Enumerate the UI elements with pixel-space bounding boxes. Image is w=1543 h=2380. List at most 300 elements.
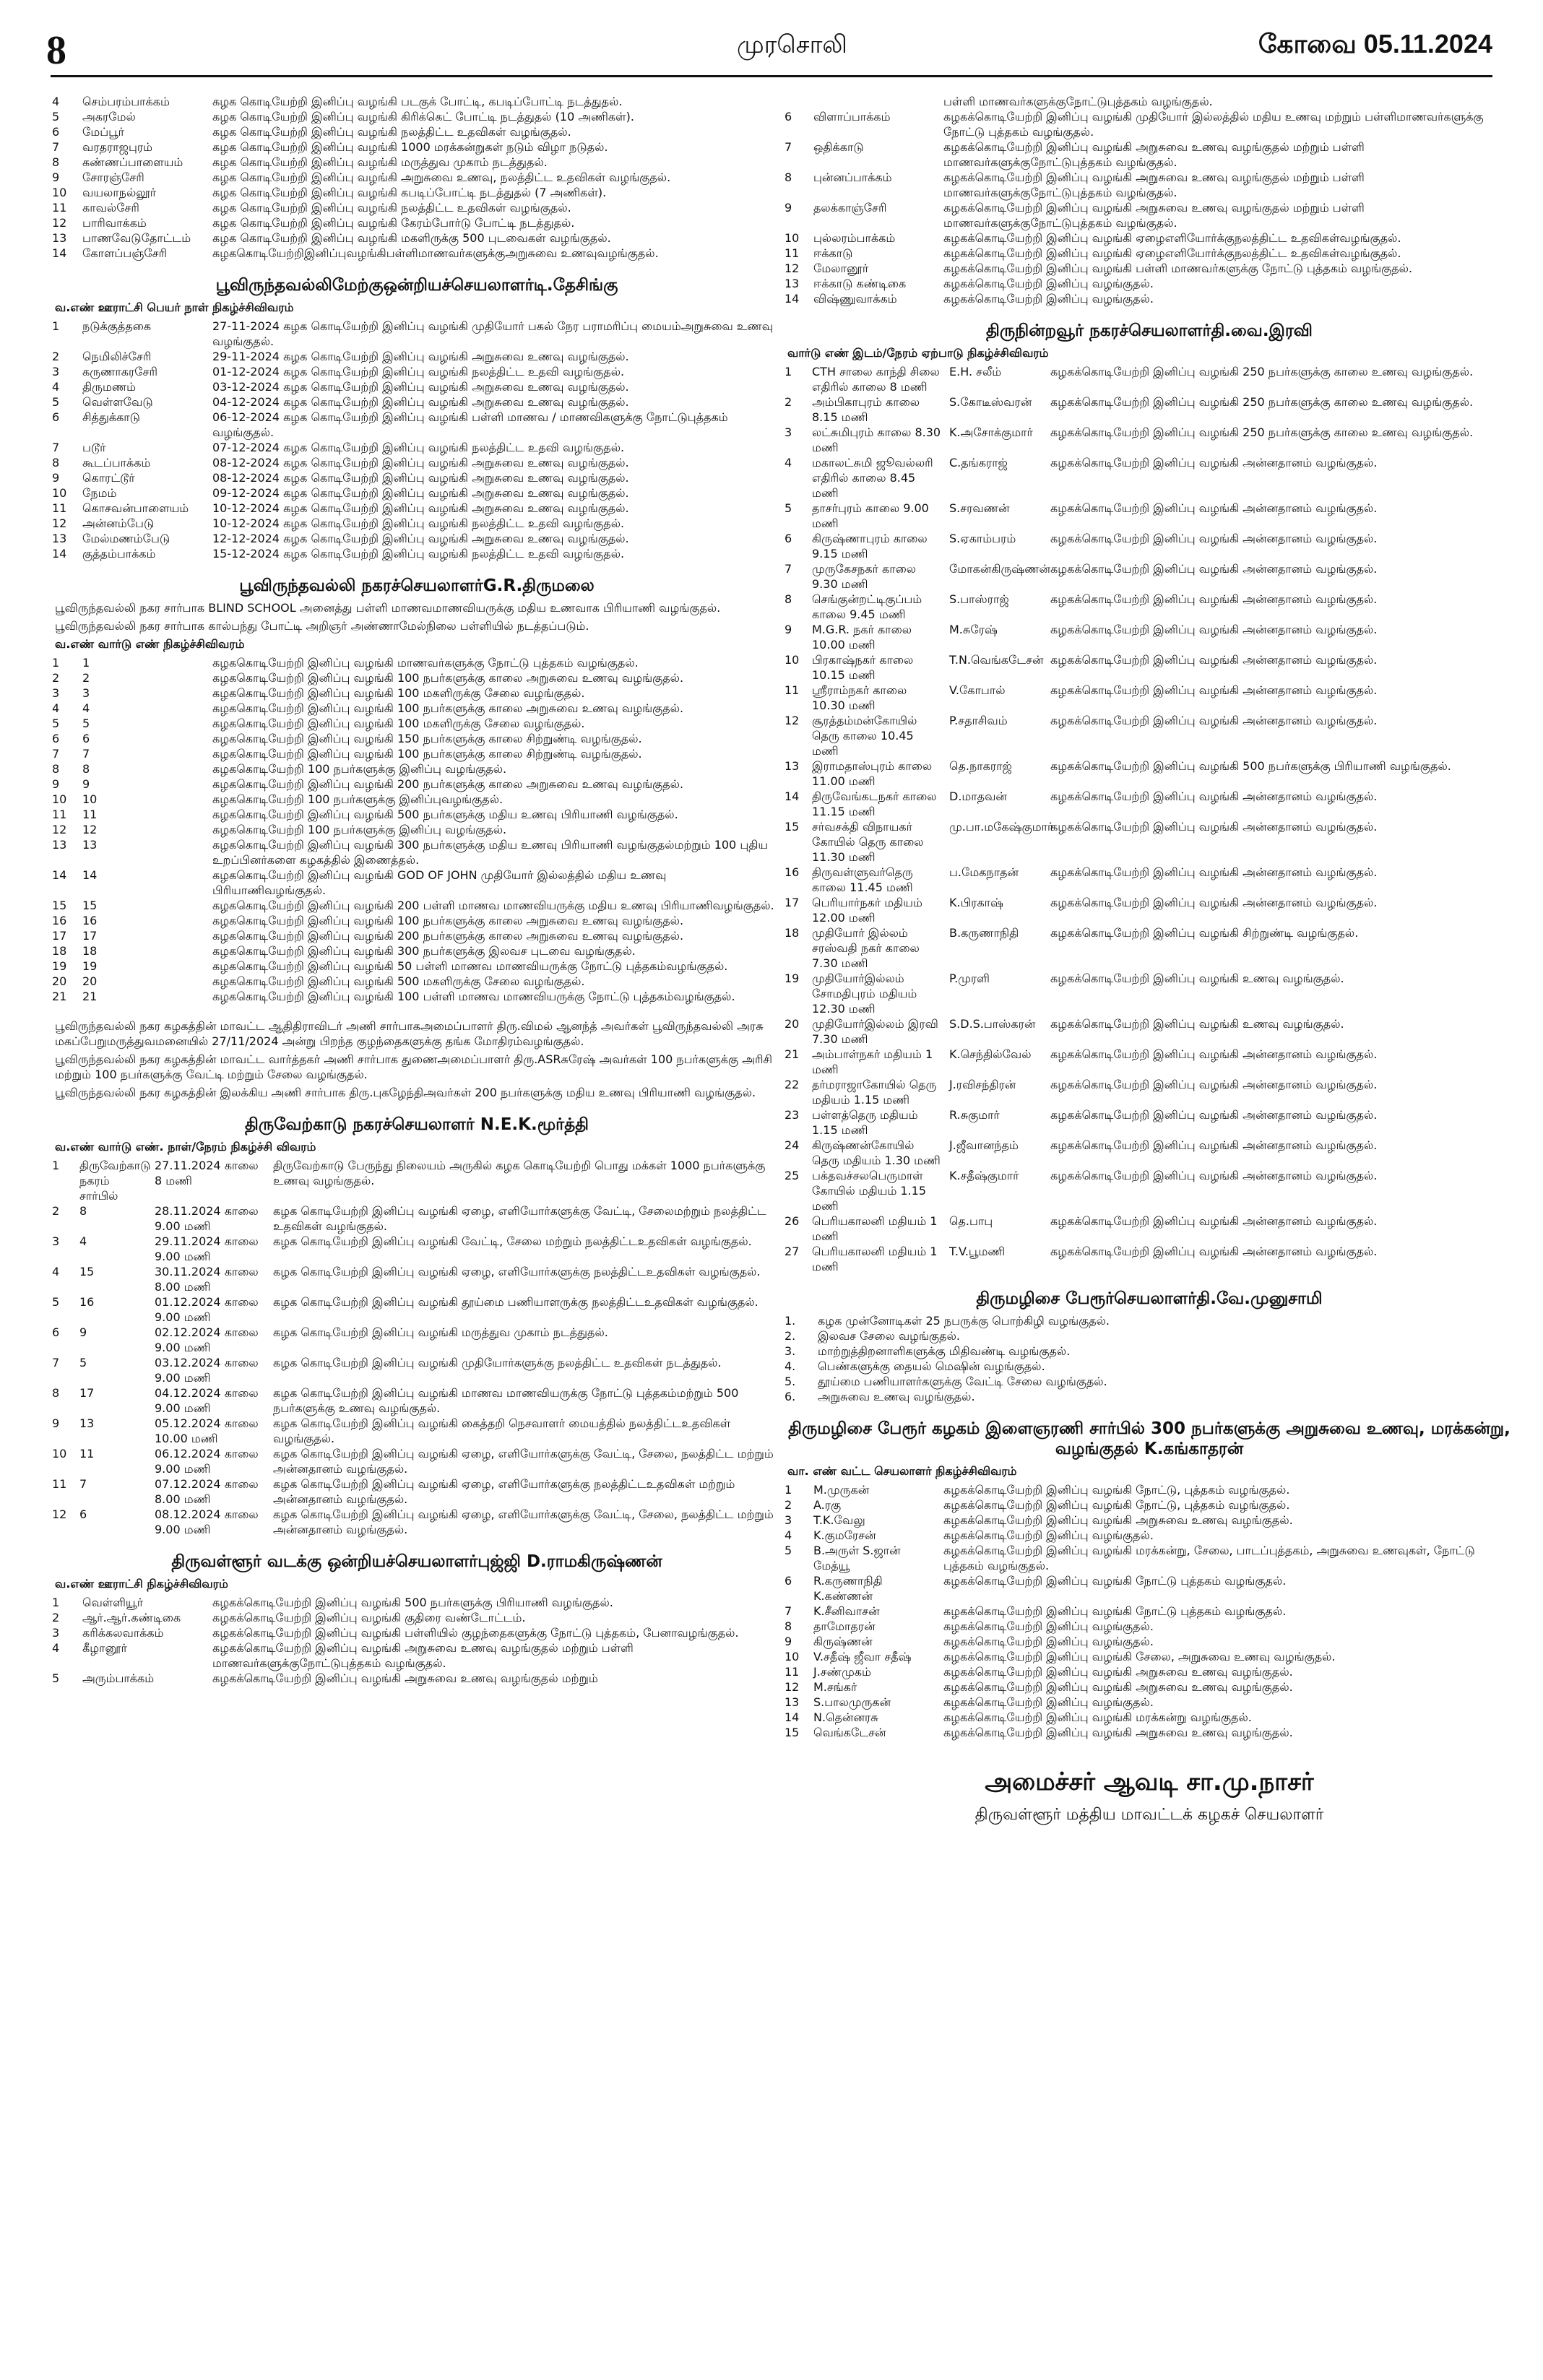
table-cell: 16 bbox=[52, 914, 67, 927]
table-cell: அறுசுவை உணவு வழங்குதல். bbox=[818, 1390, 975, 1403]
table-cell: லட்சுமிபுரம் காலை 8.30 மணி bbox=[812, 425, 941, 454]
table-cell: இலவச சேலை வழங்குதல். bbox=[818, 1329, 960, 1343]
table-cell: மேப்பூர் bbox=[82, 125, 125, 139]
table-cell: பெரியார்நகர் மதியம் 12.00 மணி bbox=[812, 896, 922, 925]
table-cell: 01.12.2024 காலை 9.00 மணி bbox=[155, 1295, 259, 1324]
table-row bbox=[785, 622, 1514, 652]
table-row bbox=[52, 1416, 782, 1446]
table-cell: 2. bbox=[785, 1329, 796, 1343]
table-row bbox=[52, 1640, 782, 1671]
table-cell: 4. bbox=[785, 1359, 796, 1373]
section bbox=[785, 94, 1514, 306]
table-cell: 17 bbox=[79, 1386, 95, 1400]
table-cell: 02.12.2024 காலை 9.00 மணி bbox=[155, 1325, 259, 1354]
table-header: வ.எண் வார்டு எண் நிகழ்ச்சிவிவரம் bbox=[55, 637, 245, 651]
table-cell: K.அசோக்குமார் bbox=[949, 425, 1033, 439]
header-rule bbox=[51, 75, 1492, 77]
table-cell: 8 bbox=[785, 1619, 792, 1633]
table-cell: 2 bbox=[785, 1498, 792, 1512]
table-cell: 15-12-2024 கழக கொடியேற்றி இனிப்பு வழங்கி நலத்திட்ட உதவி வழங்குதல். bbox=[212, 547, 625, 561]
table-cell: 23 bbox=[785, 1108, 800, 1122]
table-cell: T.N.வெங்கடேசன் bbox=[949, 653, 1044, 667]
table-cell: கழகக்கொடியேற்றி இனிப்பு வழங்கி மரக்கன்று, சேலை, பாடப்புத்தகம், அறுசுவை உணவுகள், நோட்டு புத்தகம் வழங்குதல். bbox=[943, 1544, 1475, 1572]
table-cell: 15 bbox=[82, 899, 98, 912]
section bbox=[785, 321, 1514, 1274]
table-cell: கழகக்கொடியேற்றி இனிப்பு வழங்கி அன்னதானம் வழங்குதல். bbox=[1050, 592, 1378, 606]
table-cell: கழகக்கொடியேற்றி இனிப்பு வழங்கி அன்னதானம் வழங்குதல். bbox=[1050, 1047, 1378, 1061]
table-cell: கழகக்கொடியேற்றி இனிப்பு வழங்கி உணவு வழங்குதல். bbox=[1050, 972, 1344, 985]
table-cell: 7 bbox=[52, 441, 60, 454]
table-cell: 07-12-2024 கழக கொடியேற்றி இனிப்பு வழங்கி நலத்திட்ட உதவி வழங்குதல். bbox=[212, 441, 625, 454]
table-cell: 4 bbox=[52, 95, 60, 108]
table-row bbox=[52, 928, 782, 943]
table-cell: கழககொடியேற்றி இனிப்பு வழங்கி 100 நபர்களுக்கு காலை அறுசுவை உணவு வழங்குதல். bbox=[212, 914, 684, 927]
table-cell: 27-11-2024 கழக கொடியேற்றி இனிப்பு வழங்கி முதியோர் பகல் நேர பராமரிப்பு மையம்அறுசுவை உணவு வழங்குதல். bbox=[212, 319, 774, 348]
table-cell: திருமணம் bbox=[82, 380, 137, 394]
table-row bbox=[785, 1482, 1514, 1497]
table-cell: 7 bbox=[52, 140, 60, 154]
table-row bbox=[785, 789, 1514, 819]
table-row bbox=[785, 1604, 1514, 1619]
table-row bbox=[785, 139, 1514, 170]
table-cell: கழகக்கொடியேற்றி இனிப்பு வழங்கி அன்னதானம் வழங்குதல். bbox=[1050, 532, 1378, 545]
table-cell: 29-11-2024 கழக கொடியேற்றி இனிப்பு வழங்கி அறுசுவை உணவு வழங்குதல். bbox=[212, 350, 629, 363]
table-row bbox=[785, 1513, 1514, 1528]
table-cell: கழகக்கொடியேற்றி இனிப்பு வழங்கி அன்னதானம் வழங்குதல். bbox=[1050, 1138, 1378, 1152]
right-column-body bbox=[785, 94, 1514, 1740]
table-cell: 26 bbox=[785, 1214, 800, 1228]
table-cell: கழகக்கொடியேற்றி இனிப்பு வழங்குதல். bbox=[943, 277, 1154, 290]
table-cell: 07.12.2024 காலை 8.00 மணி bbox=[155, 1477, 259, 1506]
table-cell: கழகக்கொடியேற்றி இனிப்பு வழங்கி அறுசுவை உணவு வழங்குதல். bbox=[943, 1680, 1293, 1694]
table-cell: கழகக்கொடியேற்றி இனிப்பு வழங்கி நோட்டு புத்தகம் வழங்குதல். bbox=[943, 1604, 1287, 1618]
table-cell: 30.11.2024 காலை 8.00 மணி bbox=[155, 1265, 259, 1294]
table-row bbox=[52, 1234, 782, 1264]
table-row bbox=[785, 592, 1514, 622]
table-cell: கழக கொடியேற்றி இனிப்பு வழங்கி கிரிக்கெட் போட்டி நடத்துதல் (10 அணிகள்). bbox=[212, 110, 634, 124]
table-cell: சர்வசக்தி விநாயகர் கோயில் தெரு காலை 11.30 மணி bbox=[812, 820, 924, 864]
table-row bbox=[785, 1679, 1514, 1695]
table-header: வார்டு எண் இடம்/நேரம் ஏற்பாடு நிகழ்ச்சிவிவரம் bbox=[787, 346, 1049, 360]
table-cell: கழகக்கொடியேற்றி இனிப்பு வழங்கி சேலை, அறுசுவை உணவு வழங்குதல். bbox=[943, 1650, 1336, 1663]
table-cell: 1 bbox=[52, 1159, 60, 1172]
table-cell: கழககொடியேற்றி இனிப்பு வழங்கி 150 நபர்களுக்கு காலை சிற்றுண்டி வழங்குதல். bbox=[212, 732, 642, 745]
table-row bbox=[52, 246, 782, 261]
table-cell: கழககொடியேற்றி 100 நபர்களுக்கு இனிப்பு வழங்குதல். bbox=[212, 762, 507, 776]
table-cell: 9 bbox=[52, 471, 60, 485]
section bbox=[52, 576, 782, 1004]
table-row bbox=[52, 1355, 782, 1385]
table-row bbox=[785, 501, 1514, 531]
table-cell: 4 bbox=[785, 456, 792, 469]
table-cell: 4 bbox=[79, 1234, 87, 1248]
table-cell: 7 bbox=[785, 140, 792, 154]
table-row bbox=[785, 246, 1514, 261]
table-cell: குத்தம்பாக்கம் bbox=[82, 547, 156, 561]
table-cell: 11 bbox=[52, 808, 67, 821]
signature-block bbox=[785, 1766, 1514, 1827]
table-cell: R.சுகுமார் bbox=[949, 1108, 1000, 1122]
table-row bbox=[785, 276, 1514, 291]
section-paragraph: பூவிருந்தவல்லி நகர சார்பாக கால்பந்து போட்டி அறிஞர் அண்ணாமேல்நிலை பள்ளியில் நடத்தப்படும். bbox=[55, 619, 589, 633]
table-cell: 3 bbox=[52, 1626, 60, 1640]
table-row bbox=[785, 1077, 1514, 1107]
table-cell: 16 bbox=[79, 1295, 95, 1309]
table-cell: கழகக்கொடியேற்றி இனிப்பு வழங்கி அன்னதானம் வழங்குதல். bbox=[1050, 653, 1378, 667]
table-row bbox=[785, 561, 1514, 592]
table-cell: 4 bbox=[785, 1528, 792, 1542]
table-cell: திருவள்ளுவர்தெரு காலை 11.45 மணி bbox=[812, 865, 913, 894]
table-row bbox=[52, 516, 782, 531]
table-cell: 8 bbox=[82, 762, 90, 776]
table-cell bbox=[813, 94, 943, 109]
table-row bbox=[52, 1264, 782, 1294]
table-cell: 21 bbox=[82, 990, 98, 1003]
signature-title: திருவள்ளூர் மத்திய மாவட்டக் கழகச் செயலாளர் bbox=[974, 1806, 1324, 1824]
table-cell: 12 bbox=[52, 823, 67, 836]
table-row bbox=[52, 1203, 782, 1234]
table-cell: V.கோபால் bbox=[949, 683, 1006, 697]
section-title: திருவள்ளூர் வடக்கு ஒன்றியச்செயலாளர்புஜ்ஜி D.ராமகிருஷ்ணன் bbox=[171, 1552, 662, 1571]
table-row bbox=[785, 1573, 1514, 1604]
table-cell: தலக்காஞ்சேரி bbox=[813, 201, 887, 215]
table-cell: V.சதீஷ் ஜீவா சதீஷ் bbox=[813, 1650, 912, 1663]
table-cell: கழக கொடியேற்றி இனிப்பு வழங்கி வேட்டி, சேலை மற்றும் நலத்திட்டஉதவிகள் வழங்குதல். bbox=[273, 1234, 752, 1248]
table-cell: கழககொடியேற்றி இனிப்பு வழங்கி 300 நபர்களுக்கு மதிய உணவு பிரியாணி வழங்குதல்மற்றும் 100 புதிய உறப்பினர்களை கழகத்தில் இணைத்தல். bbox=[212, 838, 769, 867]
table-row bbox=[52, 1158, 782, 1203]
table-row bbox=[785, 1543, 1514, 1573]
table-cell: தர்மராஜாகோயில் தெரு மதியம் 1.15 மணி bbox=[812, 1078, 937, 1107]
table-cell: 5 bbox=[79, 1356, 87, 1369]
table-cell: கழகக்கொடியேற்றி இனிப்பு வழங்கி அறுசுவை உணவு வழங்குதல் மற்றும் பள்ளி மாணவர்களுக்குநோட்டுபுத்தகம் வழங்குதல். bbox=[943, 140, 1365, 169]
section-title: திருமழிசை பேரூர்செயலாளர்தி.வே.முனுசாமி bbox=[976, 1289, 1323, 1308]
table-cell: 1 bbox=[52, 319, 60, 333]
table-cell: கழகக்கொடியேற்றி இனிப்பு வழங்கி நோட்டு புத்தகம் வழங்குதல். bbox=[943, 1574, 1287, 1588]
table-cell: வெள்ளவேடு bbox=[82, 395, 153, 409]
table-row bbox=[785, 230, 1514, 246]
table-row bbox=[52, 1385, 782, 1416]
table-cell: 4 bbox=[52, 380, 60, 394]
table-cell: கழகக்கொடியேற்றி இனிப்பு வழங்கி அன்னதானம் வழங்குதல். bbox=[1050, 623, 1378, 636]
table-cell: T.V.பூமணி bbox=[949, 1245, 1006, 1258]
table-cell: 4 bbox=[52, 1265, 60, 1278]
table-cell: 19 bbox=[52, 959, 67, 973]
table-cell: கழககொடியேற்றி இனிப்பு வழங்கி GOD OF JOHN முதியோர் இல்லத்தில் மதிய உணவு பிரியாணிவழங்குதல். bbox=[212, 868, 667, 897]
table-cell: S.கோடீஸ்வரன் bbox=[949, 395, 1032, 409]
table-cell: 8 bbox=[52, 1386, 60, 1400]
table-cell: 5 bbox=[52, 1295, 60, 1309]
table-cell: கழக கொடியேற்றி இனிப்பு வழங்கி கேரம்போர்டு போட்டி நடத்துதல். bbox=[212, 216, 575, 230]
table-row bbox=[785, 261, 1514, 276]
table-cell: 27.11.2024 காலை 8 மணி bbox=[155, 1159, 259, 1187]
table-row bbox=[52, 1595, 782, 1610]
table-cell: கழகக்கொடியேற்றி இனிப்பு வழங்கி பள்ளி மாணவர்களுக்கு நோட்டு புத்தகம் வழங்குதல். bbox=[943, 261, 1413, 275]
table-cell: M.சுரேஷ் bbox=[949, 623, 998, 636]
table-cell: கழகக்கொடியேற்றி இனிப்பு வழங்கி அறுசுவை உணவு வழங்குதல். bbox=[943, 1665, 1293, 1679]
table-cell: கீழானூர் bbox=[82, 1641, 127, 1655]
table-cell: 18 bbox=[785, 926, 800, 940]
table-cell: 13 bbox=[785, 1695, 800, 1709]
table-cell: 15 bbox=[785, 820, 800, 834]
table-cell: கழகக்கொடியேற்றி இனிப்பு வழங்குதல். bbox=[943, 1528, 1154, 1542]
table-cell: 2 bbox=[52, 671, 60, 685]
table-cell: 8 bbox=[79, 1204, 87, 1218]
table-cell: கண்ணப்பாளையம் bbox=[82, 155, 183, 169]
table-cell: கழகக்கொடியேற்றி இனிப்பு வழங்கி அன்னதானம் வழங்குதல். bbox=[1050, 1245, 1378, 1258]
table-row bbox=[785, 1695, 1514, 1710]
table-cell: மகாலட்சுமி ஜூவல்லரி எதிரில் காலை 8.45 மணி bbox=[812, 456, 933, 500]
table-cell: பாரிவாக்கம் bbox=[82, 216, 147, 230]
table-cell: 03.12.2024 காலை 9.00 மணி bbox=[155, 1356, 259, 1385]
table-row bbox=[785, 1619, 1514, 1634]
table-cell: கரிக்கலவாக்கம் bbox=[82, 1626, 164, 1640]
table-row bbox=[52, 776, 782, 792]
table-row bbox=[52, 410, 782, 440]
table-cell: கழக கொடியேற்றி இனிப்பு வழங்கி ஏழை, எளியோர்களுக்கு நலத்திட்டஉதவிகள் மற்றும் அன்னதானம் வழங்குதல். bbox=[273, 1477, 735, 1506]
table-row bbox=[785, 200, 1514, 230]
table-cell: ஸ்ரீராம்நகர் காலை 10.30 மணி bbox=[812, 683, 907, 712]
table-cell: கழகக்கொடியேற்றி இனிப்பு வழங்கி மரக்கன்று வழங்குதல். bbox=[943, 1710, 1252, 1724]
table-cell: பள்ளி மாணவர்களுக்குநோட்டுபுத்தகம் வழங்குதல். bbox=[943, 95, 1213, 108]
table-cell: 1 bbox=[52, 1596, 60, 1609]
table-cell: 2 bbox=[52, 350, 60, 363]
table-row bbox=[52, 230, 782, 246]
table-cell: 10 bbox=[52, 486, 67, 500]
table-cell: 08-12-2024 கழக கொடியேற்றி இனிப்பு வழங்கி அறுசுவை உணவு வழங்குதல். bbox=[212, 471, 629, 485]
table-cell: 4 bbox=[82, 701, 90, 715]
table-row bbox=[785, 170, 1514, 200]
table-row bbox=[785, 1649, 1514, 1664]
table-row bbox=[52, 898, 782, 913]
table-cell: கழககொடியேற்றி இனிப்பு வழங்கி 100 பள்ளி மாணவ மாணவியருக்கு நோட்டு புத்தகம்வழங்குதல். bbox=[212, 990, 735, 1003]
table-cell: 6 bbox=[785, 532, 792, 545]
table-cell: 2 bbox=[52, 1611, 60, 1624]
table-row bbox=[52, 837, 782, 867]
table-cell: ஈக்காடு bbox=[813, 246, 853, 260]
table-cell: புன்னப்பாக்கம் bbox=[813, 170, 892, 184]
table-cell: 5. bbox=[785, 1375, 796, 1388]
table-cell: 17 bbox=[82, 929, 98, 943]
table-cell: முதியோர்இல்லம் இரவி 7.30 மணி bbox=[812, 1017, 938, 1046]
table-row bbox=[52, 379, 782, 394]
table-cell: அரும்பாக்கம் bbox=[82, 1671, 155, 1685]
table-row bbox=[52, 394, 782, 410]
table-row bbox=[52, 124, 782, 139]
table-cell: 10 bbox=[52, 792, 67, 806]
table-cell: 22 bbox=[785, 1078, 800, 1091]
table-cell: 2 bbox=[82, 671, 90, 685]
table-cell: 24 bbox=[785, 1138, 800, 1152]
table-cell: கழககொடியேற்றி இனிப்பு வழங்கி மாணவர்களுக்கு நோட்டு புத்தகம் வழங்குதல். bbox=[212, 656, 639, 670]
table-row bbox=[785, 895, 1514, 925]
table-cell: கழககொடியேற்றி இனிப்பு வழங்கி 100 நபர்களுக்கு காலை அறுசுவை உணவு வழங்குதல். bbox=[212, 671, 684, 685]
table-cell: 06.12.2024 காலை 9.00 மணி bbox=[155, 1447, 259, 1476]
table-cell: கழக கொடியேற்றி இனிப்பு வழங்கி 1000 மரக்கன்றுகள் நடும் விழா நடுதல். bbox=[212, 140, 608, 154]
table-cell: 13 bbox=[82, 838, 98, 852]
table-cell: பெண்களுக்கு தையல் மெஷின் வழங்குதல். bbox=[818, 1359, 1045, 1373]
table-cell: நடுக்குத்தகை bbox=[82, 319, 152, 333]
section bbox=[52, 1018, 782, 1100]
table-row bbox=[785, 1634, 1514, 1649]
table-cell: கோளப்பஞ்சேரி bbox=[82, 246, 168, 260]
table-cell: C.தங்கராஜ் bbox=[949, 456, 1008, 469]
table-row bbox=[52, 974, 782, 989]
table-cell: கழகக்கொடியேற்றி இனிப்பு வழங்கி உணவு வழங்குதல். bbox=[1050, 1017, 1344, 1031]
table-cell: கழககொடியேற்றி இனிப்பு வழங்கி 500 மகளிருக்கு சேலை வழங்குதல். bbox=[212, 974, 585, 988]
table-cell: 3 bbox=[52, 686, 60, 700]
table-row bbox=[52, 531, 782, 546]
table-cell: 7 bbox=[52, 1356, 60, 1369]
table-cell: கழக கொடியேற்றி இனிப்பு வழங்கி மாணவ மாணவியருக்கு நோட்டு புத்தகம்மற்றும் 500 நபர்களுக்கு உணவு வழங்குதல். bbox=[273, 1386, 739, 1415]
table-cell: 7 bbox=[79, 1477, 87, 1491]
table-cell: சோரஞ்சேரி bbox=[82, 170, 144, 184]
table-cell: கழகக்கொடியேற்றி இனிப்பு வழங்குதல். bbox=[943, 1695, 1154, 1709]
section bbox=[52, 1115, 782, 1537]
table-cell: 16 bbox=[785, 865, 800, 879]
table-cell: J.சண்முகம் bbox=[813, 1665, 871, 1679]
table-cell: 14 bbox=[785, 1710, 800, 1724]
table-cell: 18 bbox=[52, 944, 67, 958]
table-row bbox=[785, 1313, 1514, 1328]
table-cell: 17 bbox=[785, 896, 800, 909]
table-cell: J.ஜீவானந்தம் bbox=[949, 1138, 1019, 1152]
table-cell: கழக கொடியேற்றி இனிப்பு வழங்கி அறுசுவை உணவு, நலத்திட்ட உதவிகள் வழங்குதல். bbox=[212, 170, 671, 184]
table-cell: J.ரவிசந்திரன் bbox=[949, 1078, 1016, 1091]
table-cell: 08-12-2024 கழக கொடியேற்றி இனிப்பு வழங்கி அறுசுவை உணவு வழங்குதல். bbox=[212, 456, 629, 469]
table-row bbox=[52, 501, 782, 516]
table-cell: 5 bbox=[52, 110, 60, 124]
table-cell: 05.12.2024 காலை 10.00 மணி bbox=[155, 1416, 259, 1445]
table-row bbox=[52, 807, 782, 822]
table-cell: 9 bbox=[785, 623, 792, 636]
table-row bbox=[785, 1725, 1514, 1740]
table-cell: சித்துக்காடு bbox=[82, 410, 140, 424]
table-cell: கழகக்கொடியேற்றி இனிப்பு வழங்கி அன்னதானம் வழங்குதல். bbox=[1050, 714, 1378, 727]
table-header: வா. எண் வட்ட செயலாளர் நிகழ்ச்சிவிவரம் bbox=[787, 1464, 1017, 1478]
table-row bbox=[52, 701, 782, 716]
table-cell: S.ஏகாம்பரம் bbox=[949, 532, 1016, 545]
table-row bbox=[52, 822, 782, 837]
table-row bbox=[785, 1710, 1514, 1725]
table-row bbox=[52, 155, 782, 170]
table-cell: 6 bbox=[52, 1325, 60, 1339]
table-cell: கழகக்கொடியேற்றி இனிப்பு வழங்கி அன்னதானம் வழங்குதல். bbox=[1050, 820, 1378, 834]
table-cell: 8 bbox=[785, 170, 792, 184]
table-cell: கழக கொடியேற்றி இனிப்பு வழங்கி முதியோர்களுக்கு நலத்திட்ட உதவிகள் நடத்துதல். bbox=[273, 1356, 722, 1369]
table-row bbox=[52, 319, 782, 349]
table-cell: கழகக்கொடியேற்றி இனிப்பு வழங்கி ஏழைஎளியோர்க்குநலத்திட்ட உதவிகள்வழங்குதல். bbox=[943, 231, 1401, 245]
section-title: பூவிருந்தவல்லி நகரச்செயலாளர்G.R.திருமலை bbox=[239, 576, 595, 595]
table-cell: 3 bbox=[785, 425, 792, 439]
table-row bbox=[52, 185, 782, 200]
table-cell: மு.பா.மகேஷ்குமார் bbox=[949, 820, 1054, 834]
table-cell: கழககொடியேற்றி இனிப்பு வழங்கி 100 நபர்களுக்கு காலை அறுசுவை உணவு வழங்குதல். bbox=[212, 701, 684, 715]
table-cell: CTH சாலை காந்தி சிலை எதிரில் காலை 8 மணி bbox=[812, 365, 940, 394]
table-cell: 6 bbox=[52, 125, 60, 139]
table-row bbox=[785, 865, 1514, 895]
table-cell: 28.11.2024 காலை 9.00 மணி bbox=[155, 1204, 259, 1233]
table-row bbox=[52, 1446, 782, 1476]
table-cell: 13 bbox=[52, 231, 67, 245]
table-row bbox=[52, 761, 782, 776]
table-row bbox=[785, 455, 1514, 501]
table-cell: தாசர்புரம் காலை 9.00 மணி bbox=[812, 501, 929, 530]
table-cell: அகரமேல் bbox=[82, 110, 136, 124]
table-row bbox=[52, 455, 782, 470]
section bbox=[52, 94, 782, 261]
table-cell: பிரகாஷ்நகர் காலை 10.15 மணி bbox=[812, 653, 914, 682]
table-cell: 9 bbox=[785, 1635, 792, 1648]
table-cell: 27 bbox=[785, 1245, 800, 1258]
table-cell: 06-12-2024 கழக கொடியேற்றி இனிப்பு வழங்கி பள்ளி மாணவ / மாணவிகளுக்கு நோட்டுபுத்தகம் வழங்குதல். bbox=[212, 410, 728, 439]
table-cell: 13 bbox=[785, 759, 800, 773]
table-cell: 12 bbox=[785, 1680, 800, 1694]
table-row bbox=[785, 364, 1514, 394]
table-cell: M.முருகன் bbox=[813, 1483, 870, 1497]
table-cell: கழகக்கொடியேற்றி இனிப்பு வழங்கி அன்னதானம் வழங்குதல். bbox=[1050, 1078, 1378, 1091]
table-cell: கழககொடியேற்றி இனிப்பு வழங்கி 100 மகளிருக்கு சேலை வழங்குதல். bbox=[212, 717, 585, 730]
table-row bbox=[785, 1047, 1514, 1077]
newspaper-name: முரசொலி bbox=[737, 30, 847, 59]
table-row bbox=[52, 200, 782, 215]
masthead bbox=[0, 0, 1543, 72]
table-cell: 3. bbox=[785, 1344, 796, 1358]
table-cell: 4 bbox=[52, 1641, 60, 1655]
table-row bbox=[52, 215, 782, 230]
table-row bbox=[52, 349, 782, 364]
table-cell: அம்பாள்நகர் மதியம் 1 மணி bbox=[812, 1047, 933, 1076]
table-cell: பாணவேடுதோட்டம் bbox=[82, 231, 191, 245]
table-row bbox=[785, 531, 1514, 561]
table-cell: கழகக்கொடியேற்றி இனிப்பு வழங்கி அறுசுவை உணவு வழங்குதல் மற்றும் bbox=[212, 1671, 598, 1685]
section-title: திருநின்றவூர் நகரச்செயலாளர்தி.வை.இரவி bbox=[986, 321, 1313, 340]
table-cell: 8 bbox=[52, 456, 60, 469]
table-cell: கழகக்கொடியேற்றி இனிப்பு வழங்கி அறுசுவை உணவு வழங்குதல். bbox=[943, 1513, 1293, 1527]
table-cell: கழகக்கொடியேற்றி இனிப்பு வழங்கி அன்னதானம் வழங்குதல். bbox=[1050, 1108, 1378, 1122]
table-cell: 7 bbox=[785, 562, 792, 576]
table-cell: 5 bbox=[785, 1544, 792, 1557]
table-cell: 12 bbox=[52, 1507, 67, 1521]
table-cell: D.மாதவன் bbox=[949, 789, 1007, 803]
table-cell: 15 bbox=[79, 1265, 95, 1278]
table-cell: 3 bbox=[52, 1234, 60, 1248]
table-row bbox=[52, 685, 782, 701]
table-header: வ.எண் ஊராட்சி நிகழ்ச்சிவிவரம் bbox=[55, 1577, 228, 1591]
section bbox=[785, 1289, 1514, 1404]
table-cell: 12 bbox=[785, 261, 800, 275]
table-cell: 15 bbox=[52, 899, 67, 912]
table-cell: 2 bbox=[52, 1204, 60, 1218]
table-cell: 16 bbox=[82, 914, 98, 927]
table-cell: 13 bbox=[52, 838, 67, 852]
table-cell: 4 bbox=[52, 701, 60, 715]
table-cell: M.G.R. நகர் காலை 10.00 மணி bbox=[812, 623, 912, 652]
table-cell: கழக கொடியேற்றி இனிப்பு வழங்கி நலத்திட்ட உதவிகள் வழங்குதல். bbox=[212, 201, 571, 215]
table-cell: கழக கொடியேற்றி இனிப்பு வழங்கி மருத்துவ முகாம் நடத்துதல். bbox=[273, 1325, 608, 1339]
table-cell: தெ.நாகராஜ் bbox=[949, 759, 1012, 773]
table-cell: கழகக்கொடியேற்றி இனிப்பு வழங்கி பள்ளியில் குழந்தைகளுக்கு நோட்டு புத்தகம், பேனாவழங்குதல். bbox=[212, 1626, 739, 1640]
table-row bbox=[52, 655, 782, 670]
table-cell: 6 bbox=[52, 732, 60, 745]
table-cell: மோகன்கிருஷ்ணன் bbox=[949, 562, 1051, 576]
table-cell: 12 bbox=[52, 216, 67, 230]
table-cell: 11 bbox=[52, 501, 67, 515]
table-row bbox=[785, 758, 1514, 789]
table-cell: 10 bbox=[785, 231, 800, 245]
table-cell: கழககொடியேற்றி இனிப்பு வழங்கி 500 நபர்களுக்கு மதிய உணவு பிரியாணி வழங்குதல். bbox=[212, 808, 678, 821]
table-row bbox=[785, 925, 1514, 971]
section-paragraph: பூவிருந்தவல்லி நகர கழகத்தின் மாவட்ட வார்த்தகர் அணி சார்பாக துணைஅமைப்பாளர் திரு.ASRசுரேஷ் அவர்கள் 100 நபர்களுக்கு அரிசி மற்றும் 100 நபர்களுக்கு வேட்டி மற்றும் சேலை வழங்குதல். bbox=[55, 1052, 773, 1081]
